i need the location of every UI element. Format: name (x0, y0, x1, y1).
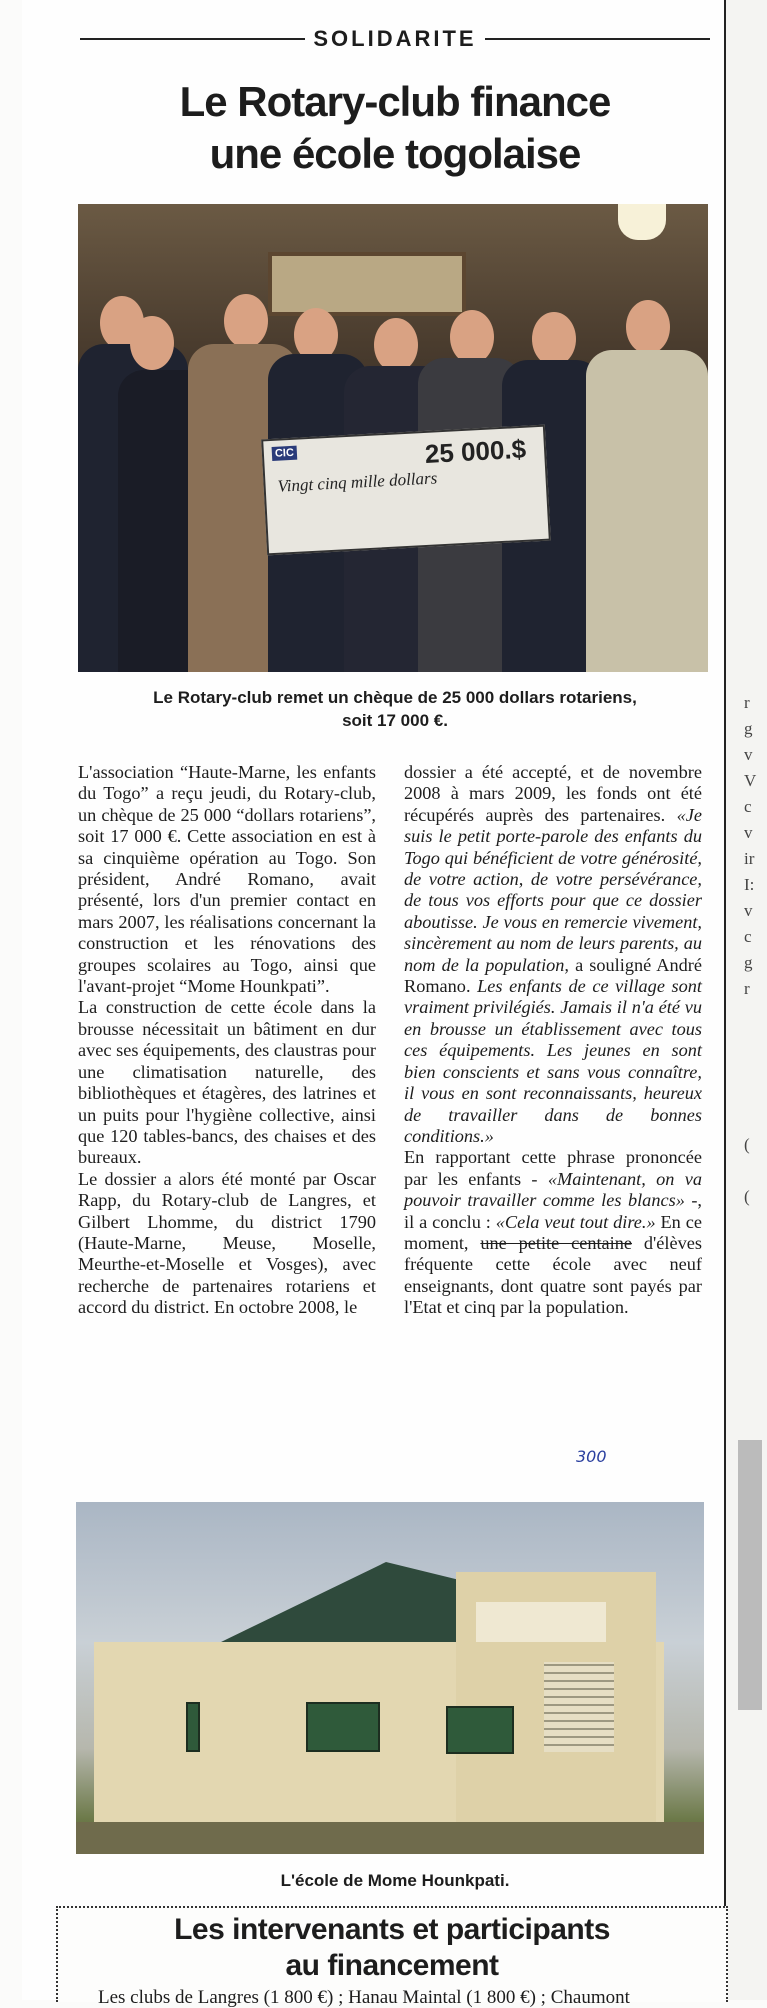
edge-letter (744, 1002, 764, 1028)
edge-letter: g (744, 953, 753, 972)
text-run: dossier a été accepté, et de novembre 2008 à mars 2009, les fonds ont été récupérés auprès des partenaires. (404, 762, 702, 825)
cheque-presentation-photo (78, 204, 708, 672)
person-head (626, 300, 670, 354)
text-run: a souligné André Romano. (404, 954, 702, 997)
quote: «Je suis le petit porte-parole des enfants du Togo qui bénéficient de votre générosité, de votre action, de votre persévérance, de tous vos efforts pour que ce dossier aboutisse. Je vous en remercie vivement, sincèrement au nom de leurs parents, au nom de la population, (404, 804, 702, 975)
quote: Les enfants de ce village sont vraiment privilégiés. Jamais il n'a été vu en brousse un établissement avec tous ces équipements. Les jeunes en sont bien conscients et sans vous connaître, il vous en sont reconnaissants, heureux de travailler dans de bonnes conditions.» (404, 976, 703, 1146)
giant-cheque (261, 425, 551, 556)
cheque-amount-words: Vingt cinq mille dollars (277, 468, 438, 496)
edge-letter: c (744, 927, 752, 946)
edge-letter (744, 1080, 764, 1106)
edge-letter: v (744, 901, 753, 920)
struck-text: une petite centaine (480, 1232, 632, 1253)
building-window (186, 1702, 200, 1752)
box-title-line-1: Les intervenants et participants (174, 1913, 610, 1946)
edge-letter (744, 1158, 764, 1184)
headline (80, 76, 710, 180)
paragraph: La construction de cette école dans la brousse nécessitait un bâtiment en dur avec ses équipements, des claustras pour une climatisation naturelle, des bibliothèques et étagères, des latrines et un puits pour l'hygiène collective, ainsi que 120 tables-bancs, des chaises et des bureaux. (78, 997, 376, 1168)
stained-window (268, 252, 466, 316)
photo-caption-school: L'école de Mome Hounkpati. (280, 1871, 510, 1890)
headline-line-1: Le Rotary-club finance (179, 78, 611, 125)
cheque-amount: 25 000.$ (424, 433, 527, 469)
article-column-2 (404, 762, 702, 1319)
paragraph (404, 762, 702, 1147)
text-run: En ce moment, (404, 1211, 702, 1253)
photo-caption-main (80, 686, 710, 732)
edge-letter: r (744, 693, 750, 712)
building-window (306, 1702, 380, 1752)
box-title (58, 1912, 726, 1984)
caption-line-1: Le Rotary-club remet un chèque de 25 000 dollars rotariens, (153, 688, 637, 707)
text-run: En rapportant cette phrase prononcée par les enfants - (404, 1147, 702, 1189)
article-column-1 (78, 762, 376, 1319)
school-building-photo (76, 1502, 704, 1854)
edge-letter: ir (744, 849, 755, 868)
adjacent-column-fragment (744, 690, 764, 1210)
edge-letter: g (744, 719, 753, 738)
ceiling-lamp (618, 204, 666, 240)
claustra-wall (544, 1662, 614, 1752)
ground (76, 1822, 704, 1854)
bank-logo: CIC (272, 446, 298, 461)
headline-line-2: une école togolaise (209, 130, 581, 177)
edge-letter: I: (744, 875, 755, 894)
edge-letter: r (744, 979, 750, 998)
text-run: d'élèves fréquente cette école avec neuf enseignants, dont quatre sont payés par l'Etat et cinq par la population. (404, 1232, 702, 1318)
edge-letter: v (744, 823, 753, 842)
person-head (130, 316, 174, 370)
person-head (374, 318, 418, 372)
quote: «Maintenant, on va pouvoir travailler comme les blancs» (404, 1168, 703, 1211)
box-text: Les clubs de Langres (1 800 €) ; Hanau Maintal (1 800 €) ; Chaumont (98, 1987, 630, 2008)
kicker-text: SOLIDARITE (305, 26, 484, 51)
person-head (224, 294, 268, 348)
paragraph: L'association “Haute-Marne, les enfants du Togo” a reçu jeudi, du Rotary-club, un chèque de 25 000 “dollars rotariens”, soit 17 000 €. Cette association en est à sa cinquième opération au Togo. Son président, André Romano, avait présenté, lors d'un premier contact en mars 2007, les réalisations concernant la construction et les rénovations des groupes scolaires au Togo, ainsi que l'avant-projet “Mome Hounkpati”. (78, 762, 376, 997)
building-window (446, 1706, 514, 1754)
edge-letter: c (744, 797, 752, 816)
adjacent-photo-fragment (738, 1440, 762, 1710)
edge-letter: v (744, 745, 753, 764)
section-kicker (80, 26, 710, 50)
person-suit (586, 350, 708, 672)
paragraph: Le dossier a alors été monté par Oscar Rapp, du Rotary-club de Langres, et Gilbert Lhomme, du district 1790 (Haute-Marne, Meuse, Moselle, Meurthe-et-Moselle et Vosges), avec recherche de partenaires rotariens et accord du district. En octobre 2008, le (78, 1168, 376, 1318)
edge-letter (744, 1054, 764, 1080)
box-title-line-2: au financement (285, 1949, 499, 1982)
sidebar-box (56, 1906, 728, 2008)
handwritten-correction: 300 (576, 1447, 607, 1466)
edge-letter: ( (744, 1135, 750, 1154)
person-head (450, 310, 494, 364)
edge-letter (744, 1028, 764, 1054)
paragraph (404, 1147, 702, 1318)
edge-letter (744, 1106, 764, 1132)
quote: «Cela veut tout dire.» (495, 1211, 656, 1232)
school-sign (476, 1602, 606, 1642)
edge-letter: V (744, 771, 757, 790)
caption-line-2: soit 17 000 €. (342, 711, 448, 730)
person-head (532, 312, 576, 366)
text-run: -, il a conclu : (404, 1190, 702, 1232)
edge-letter: ( (744, 1187, 750, 1206)
